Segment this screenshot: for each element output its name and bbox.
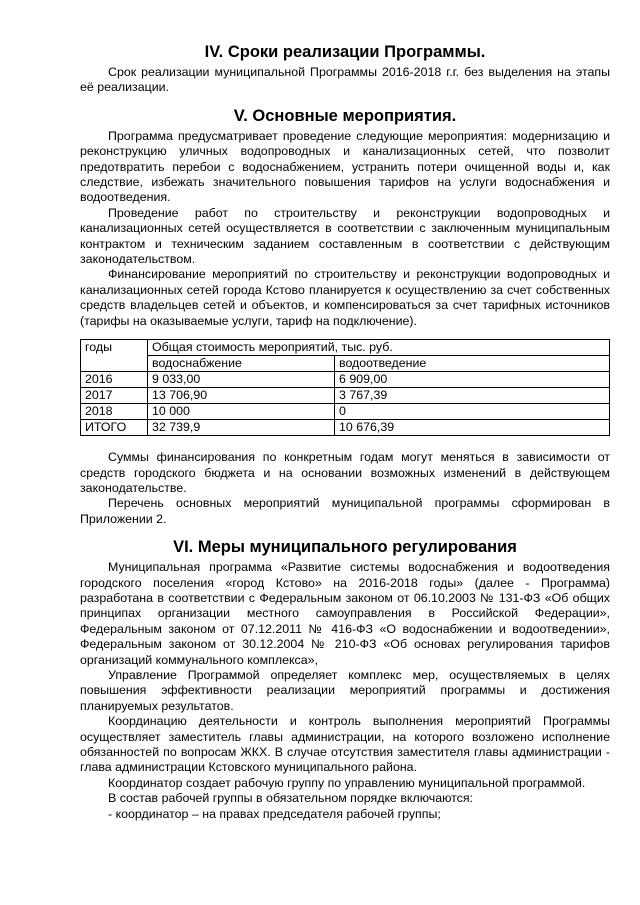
table-cell-sewer: 6 909,00 bbox=[335, 372, 610, 388]
section-6-title: VI. Меры муниципального регулирования bbox=[173, 538, 517, 557]
section-6-paragraph: Координатор создает рабочую группу по управлению муниципальной программой. bbox=[108, 775, 586, 790]
section-6-paragraph: В состав рабочей группы в обязательном порядке включаются: bbox=[108, 791, 473, 806]
table-row bbox=[81, 372, 610, 388]
section-5-paragraph: Финансирование мероприятий по строительству и реконструкции водопроводных и канализационных сетей города Кстово планируется к осуществлению за счет собственных средств владельцев сетей и объектов, и компенсироваться за счет тарифных источников (тарифы на оказываемые услуги, тариф на подключение). bbox=[80, 267, 610, 328]
header-years: годы bbox=[81, 340, 148, 372]
table-cell-year: 2016 bbox=[81, 372, 148, 388]
section-6-paragraph: - координатор – на правах председателя рабочей группы; bbox=[108, 806, 441, 821]
table-cell-year: 2017 bbox=[81, 388, 148, 404]
table-cell-water: 9 033,00 bbox=[148, 372, 335, 388]
table-subheader-row bbox=[81, 356, 610, 372]
section-6-paragraph: Муниципальная программа «Развитие системы водоснабжения и водоотведения городского поселения «город Кстово» на 2016-2018 годы» (далее - Программа) разработана в соответствии с Федеральным законом от 06.10.2003 № 131-ФЗ «Об общих принципах организации местного самоуправления в Российской Федерации», Федеральным законом от 07.12.2011 № 416-ФЗ «О водоснабжении и водоотведении», Федеральным законом от 30.12.2004 № 210-ФЗ «Об основах регулирования тарифов организаций коммунального комплекса», bbox=[80, 560, 610, 667]
header-sewerage: водоотведение bbox=[335, 356, 610, 372]
table-row bbox=[81, 404, 610, 420]
table-cell-water: 13 706,90 bbox=[148, 388, 335, 404]
funding-table bbox=[80, 339, 610, 436]
section-5-note: Суммы финансирования по конкретным годам могут меняться в зависимости от средств городского бюджета и на основании возможных изменений в действующем законодательстве. bbox=[80, 450, 610, 495]
table-cell-sewer: 3 767,39 bbox=[335, 388, 610, 404]
section-5-paragraph: Проведение работ по строительству и реконструкции водопроводных и канализационных сетей осуществляется в соответствии с заключенным муниципальным контрактом и техническим заданием составленным в соответствии с действующим законодательством. bbox=[80, 205, 610, 267]
table-cell-year: 2018 bbox=[81, 404, 148, 420]
table-cell-water: 10 000 bbox=[148, 404, 335, 420]
table-row bbox=[81, 388, 610, 404]
table-row-total bbox=[81, 420, 610, 436]
table-cell-sewer: 0 bbox=[335, 404, 610, 420]
section-5-note: Перечень основных мероприятий муниципальной программы сформирован в Приложении 2. bbox=[80, 496, 610, 526]
section-4-title: IV. Сроки реализации Программы. bbox=[204, 43, 486, 61]
section-5-paragraph: Программа предусматривает проведение следующие мероприятия: модернизацию и реконструкцию уличных водопроводных и канализационных сетей, что позволит предотвратить перебои с водоснабжением, устранить потери очищенной воды и, как следствие, избежать значительного повышения тарифов на услуги водоснабжения и водоотведения. bbox=[80, 128, 610, 205]
header-water-supply: водоснабжение bbox=[148, 356, 335, 372]
table-header-row bbox=[81, 340, 610, 356]
table-cell-year: ИТОГО bbox=[81, 420, 148, 436]
section-6-paragraph: Координацию деятельности и контроль выполнения мероприятий Программы осуществляет заместитель главы администрации, на которого возложено исполнение обязанностей по вопросам ЖКХ. В случае отсутствия заместителя главы администрации - глава администрации Кстовского муниципального района. bbox=[80, 714, 610, 775]
section-4-paragraph: Срок реализации муниципальной Программы 2016-2018 г.г. без выделения на этапы её реализации. bbox=[80, 65, 610, 95]
table-cell-water: 32 739,9 bbox=[148, 420, 335, 436]
section-5-title: V. Основные мероприятия. bbox=[233, 106, 457, 125]
header-total-cost: Общая стоимость мероприятий, тыс. руб. bbox=[148, 340, 610, 356]
table-cell-sewer: 10 676,39 bbox=[335, 420, 610, 436]
section-6-paragraph: Управление Программой определяет комплекс мер, осуществляемых в целях повышения эффективности реализации мероприятий программы и достижения планируемых результатов. bbox=[80, 667, 610, 713]
document-page bbox=[80, 42, 610, 822]
